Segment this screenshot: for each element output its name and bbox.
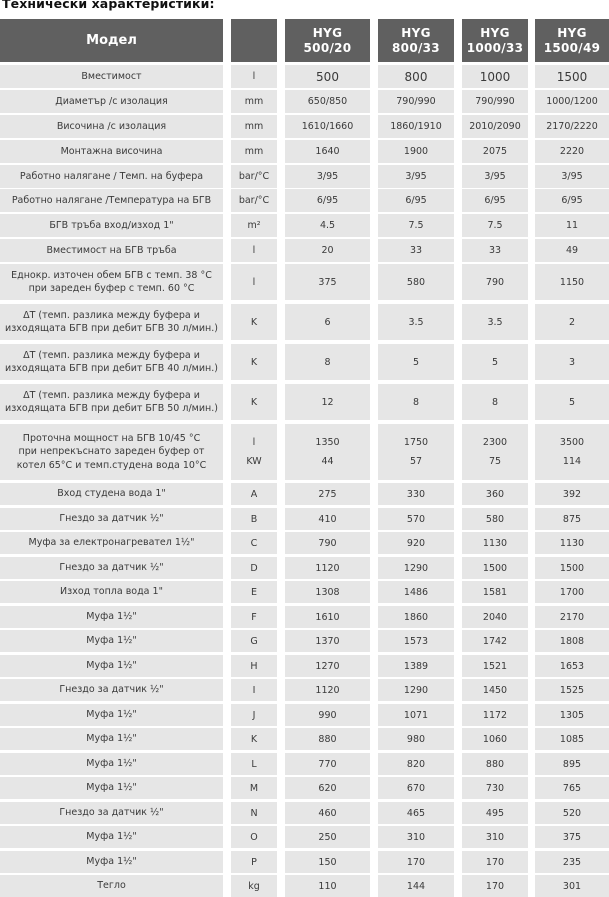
row-value: 3/95 [535,165,609,188]
row-unit: m² [231,214,277,237]
table-row [0,777,609,799]
row-unit: B [231,508,277,530]
row-label: Муфа 1½" [0,606,223,628]
table-row [0,826,609,848]
row-unit: J [231,704,277,726]
row-value: 170 [462,851,528,873]
row-value: 375 [285,264,370,300]
row-value: 5 [535,384,609,420]
row-value: 1000 [462,65,528,88]
row-value: 6/95 [535,189,609,212]
header-unit [231,19,277,62]
table-row [0,115,609,138]
table-row [0,165,609,188]
row-value: 1900 [378,140,454,163]
row-value: 3/95 [285,165,370,188]
row-value: 670 [378,777,454,799]
row-value: 3/95 [462,165,528,188]
row-value: 2300 75 [462,424,528,480]
row-value: 980 [378,728,454,750]
row-unit: C [231,532,277,554]
row-value: 6/95 [285,189,370,212]
row-value: 920 [378,532,454,554]
row-unit: K [231,344,277,380]
table-row [0,304,609,340]
row-label: Гнездо за датчик ½" [0,508,223,530]
row-label: Изход топла вода 1" [0,581,223,603]
row-value: 1308 [285,581,370,603]
row-value: 3 [535,344,609,380]
row-label: БГВ тръба вход/изход 1" [0,214,223,237]
row-value: 650/850 [285,90,370,113]
row-value: 33 [462,239,528,262]
table-row [0,557,609,579]
row-value: 275 [285,483,370,505]
row-value: 790 [285,532,370,554]
row-value: 392 [535,483,609,505]
row-value: 2010/2090 [462,115,528,138]
row-value: 1500 [535,65,609,88]
table-row [0,679,609,701]
table-row [0,851,609,873]
row-value: 301 [535,875,609,897]
row-value: 1653 [535,655,609,677]
table-row [0,728,609,750]
row-label: Муфа 1½" [0,630,223,652]
row-unit: l [231,239,277,262]
row-value: 5 [378,344,454,380]
row-value: 6/95 [378,189,454,212]
row-value: 1290 [378,557,454,579]
row-value: 1389 [378,655,454,677]
row-value: 33 [378,239,454,262]
row-label: Муфа 1½" [0,655,223,677]
table-row [0,344,609,380]
row-value: 8 [378,384,454,420]
row-label: Муфа за електронагревател 1½" [0,532,223,554]
table-row [0,753,609,775]
row-unit: K [231,728,277,750]
row-label: Муфа 1½" [0,704,223,726]
row-value: 1808 [535,630,609,652]
row-value: 1270 [285,655,370,677]
table-row [0,483,609,505]
table-row [0,875,609,897]
row-unit: H [231,655,277,677]
row-value: 500 [285,65,370,88]
row-value: 12 [285,384,370,420]
row-value: 1581 [462,581,528,603]
row-value: 8 [462,384,528,420]
table-row [0,581,609,603]
row-label: Монтажна височина [0,140,223,163]
table-row [0,802,609,824]
row-unit: kg [231,875,277,897]
row-unit: I [231,679,277,701]
table-row [0,264,609,300]
row-label: Работно налягане / Темп. на буфера [0,165,223,188]
row-value: 990 [285,704,370,726]
row-value: 1130 [462,532,528,554]
row-unit: A [231,483,277,505]
row-value: 1085 [535,728,609,750]
row-value: 465 [378,802,454,824]
row-value: 360 [462,483,528,505]
row-value: 1305 [535,704,609,726]
row-unit: mm [231,140,277,163]
row-label: Гнездо за датчик ½" [0,802,223,824]
row-value: 6/95 [462,189,528,212]
row-value: 1060 [462,728,528,750]
row-value: 1521 [462,655,528,677]
row-label: ΔT (темп. разлика между буфера и изходящата БГВ при дебит БГВ 30 л/мин.) [0,304,223,340]
page-title: Технически характеристики: [2,0,215,11]
header-model-500: HYG 500/20 [285,19,370,62]
row-value: 1071 [378,704,454,726]
header-model-1000: HYG 1000/33 [462,19,528,62]
row-value: 2075 [462,140,528,163]
row-value: 3.5 [378,304,454,340]
row-value: 765 [535,777,609,799]
row-value: 1573 [378,630,454,652]
table-row [0,424,609,480]
row-value: 790/990 [462,90,528,113]
row-value: 1500 [462,557,528,579]
row-value: 1610/1660 [285,115,370,138]
row-label: Вход студена вода 1" [0,483,223,505]
row-value: 3500 114 [535,424,609,480]
table-row [0,214,609,237]
row-value: 170 [378,851,454,873]
row-unit: F [231,606,277,628]
table-row [0,239,609,262]
row-unit: bar/°C [231,189,277,212]
row-unit: K [231,304,277,340]
row-unit: O [231,826,277,848]
row-value: 3/95 [378,165,454,188]
row-value: 880 [285,728,370,750]
row-value: 1130 [535,532,609,554]
row-value: 5 [462,344,528,380]
row-value: 1750 57 [378,424,454,480]
table-row [0,532,609,554]
row-value: 730 [462,777,528,799]
row-value: 7.5 [378,214,454,237]
table-row [0,630,609,652]
row-value: 790 [462,264,528,300]
row-value: 495 [462,802,528,824]
row-value: 620 [285,777,370,799]
row-value: 820 [378,753,454,775]
row-unit: l KW [231,424,277,480]
row-value: 2040 [462,606,528,628]
table-header-row [0,19,609,62]
row-value: 1610 [285,606,370,628]
row-unit: M [231,777,277,799]
row-value: 144 [378,875,454,897]
row-value: 375 [535,826,609,848]
row-value: 235 [535,851,609,873]
row-label: ΔT (темп. разлика между буфера и изходящата БГВ при дебит БГВ 40 л/мин.) [0,344,223,380]
row-value: 2170 [535,606,609,628]
row-value: 580 [462,508,528,530]
row-unit: P [231,851,277,873]
row-value: 7.5 [462,214,528,237]
row-label: Еднокр. източен обем БГВ с темп. 38 °C при зареден буфер с темп. 60 °C [0,264,223,300]
row-label: Муфа 1½" [0,826,223,848]
row-unit: N [231,802,277,824]
row-value: 330 [378,483,454,505]
row-value: 1525 [535,679,609,701]
header-model: Модел [0,19,223,62]
table-row [0,704,609,726]
row-value: 1350 44 [285,424,370,480]
row-label: Гнездо за датчик ½" [0,679,223,701]
row-value: 1172 [462,704,528,726]
table-row [0,90,609,113]
row-value: 1450 [462,679,528,701]
row-value: 570 [378,508,454,530]
row-value: 1120 [285,679,370,701]
row-value: 800 [378,65,454,88]
row-value: 310 [378,826,454,848]
row-unit: D [231,557,277,579]
row-label: Проточна мощност на БГВ 10/45 °C при непрекъснато зареден буфер от котел 65°C и темп.студена вода 10°C [0,424,223,480]
row-value: 1860/1910 [378,115,454,138]
row-value: 4.5 [285,214,370,237]
row-value: 1370 [285,630,370,652]
row-label: Височина /с изолация [0,115,223,138]
row-value: 49 [535,239,609,262]
row-label: Тегло [0,875,223,897]
row-value: 895 [535,753,609,775]
table-row [0,65,609,88]
row-unit: l [231,264,277,300]
row-value: 1700 [535,581,609,603]
row-value: 310 [462,826,528,848]
header-model-800: HYG 800/33 [378,19,454,62]
row-label: Муфа 1½" [0,728,223,750]
row-label: Работно налягане /Температура на БГВ [0,189,223,212]
row-unit: G [231,630,277,652]
row-label: ΔT (темп. разлика между буфера и изходящата БГВ при дебит БГВ 50 л/мин.) [0,384,223,420]
row-value: 250 [285,826,370,848]
row-value: 1500 [535,557,609,579]
row-value: 1000/1200 [535,90,609,113]
table-row [0,140,609,163]
row-value: 2170/2220 [535,115,609,138]
row-value: 875 [535,508,609,530]
row-value: 1742 [462,630,528,652]
row-unit: mm [231,90,277,113]
row-label: Вместимост на БГВ тръба [0,239,223,262]
table-row [0,606,609,628]
row-value: 1640 [285,140,370,163]
row-value: 580 [378,264,454,300]
table-row [0,508,609,530]
row-value: 460 [285,802,370,824]
row-label: Вместимост [0,65,223,88]
row-unit: K [231,384,277,420]
row-label: Диаметър /с изолация [0,90,223,113]
row-value: 3.5 [462,304,528,340]
row-label: Муфа 1½" [0,753,223,775]
table-row [0,384,609,420]
row-value: 1860 [378,606,454,628]
row-value: 6 [285,304,370,340]
header-model-1500: HYG 1500/49 [535,19,609,62]
row-value: 1486 [378,581,454,603]
row-value: 790/990 [378,90,454,113]
row-value: 2220 [535,140,609,163]
row-value: 1290 [378,679,454,701]
row-unit: L [231,753,277,775]
row-value: 170 [462,875,528,897]
row-value: 110 [285,875,370,897]
row-value: 880 [462,753,528,775]
row-unit: mm [231,115,277,138]
row-value: 520 [535,802,609,824]
row-value: 1120 [285,557,370,579]
row-value: 150 [285,851,370,873]
row-value: 11 [535,214,609,237]
row-unit: l [231,65,277,88]
row-label: Муфа 1½" [0,777,223,799]
row-value: 770 [285,753,370,775]
row-unit: E [231,581,277,603]
row-label: Гнездо за датчик ½" [0,557,223,579]
row-label: Муфа 1½" [0,851,223,873]
row-value: 410 [285,508,370,530]
row-value: 8 [285,344,370,380]
table-row [0,189,609,212]
table-row [0,655,609,677]
row-unit: bar/°C [231,165,277,188]
row-value: 2 [535,304,609,340]
row-value: 20 [285,239,370,262]
row-value: 1150 [535,264,609,300]
